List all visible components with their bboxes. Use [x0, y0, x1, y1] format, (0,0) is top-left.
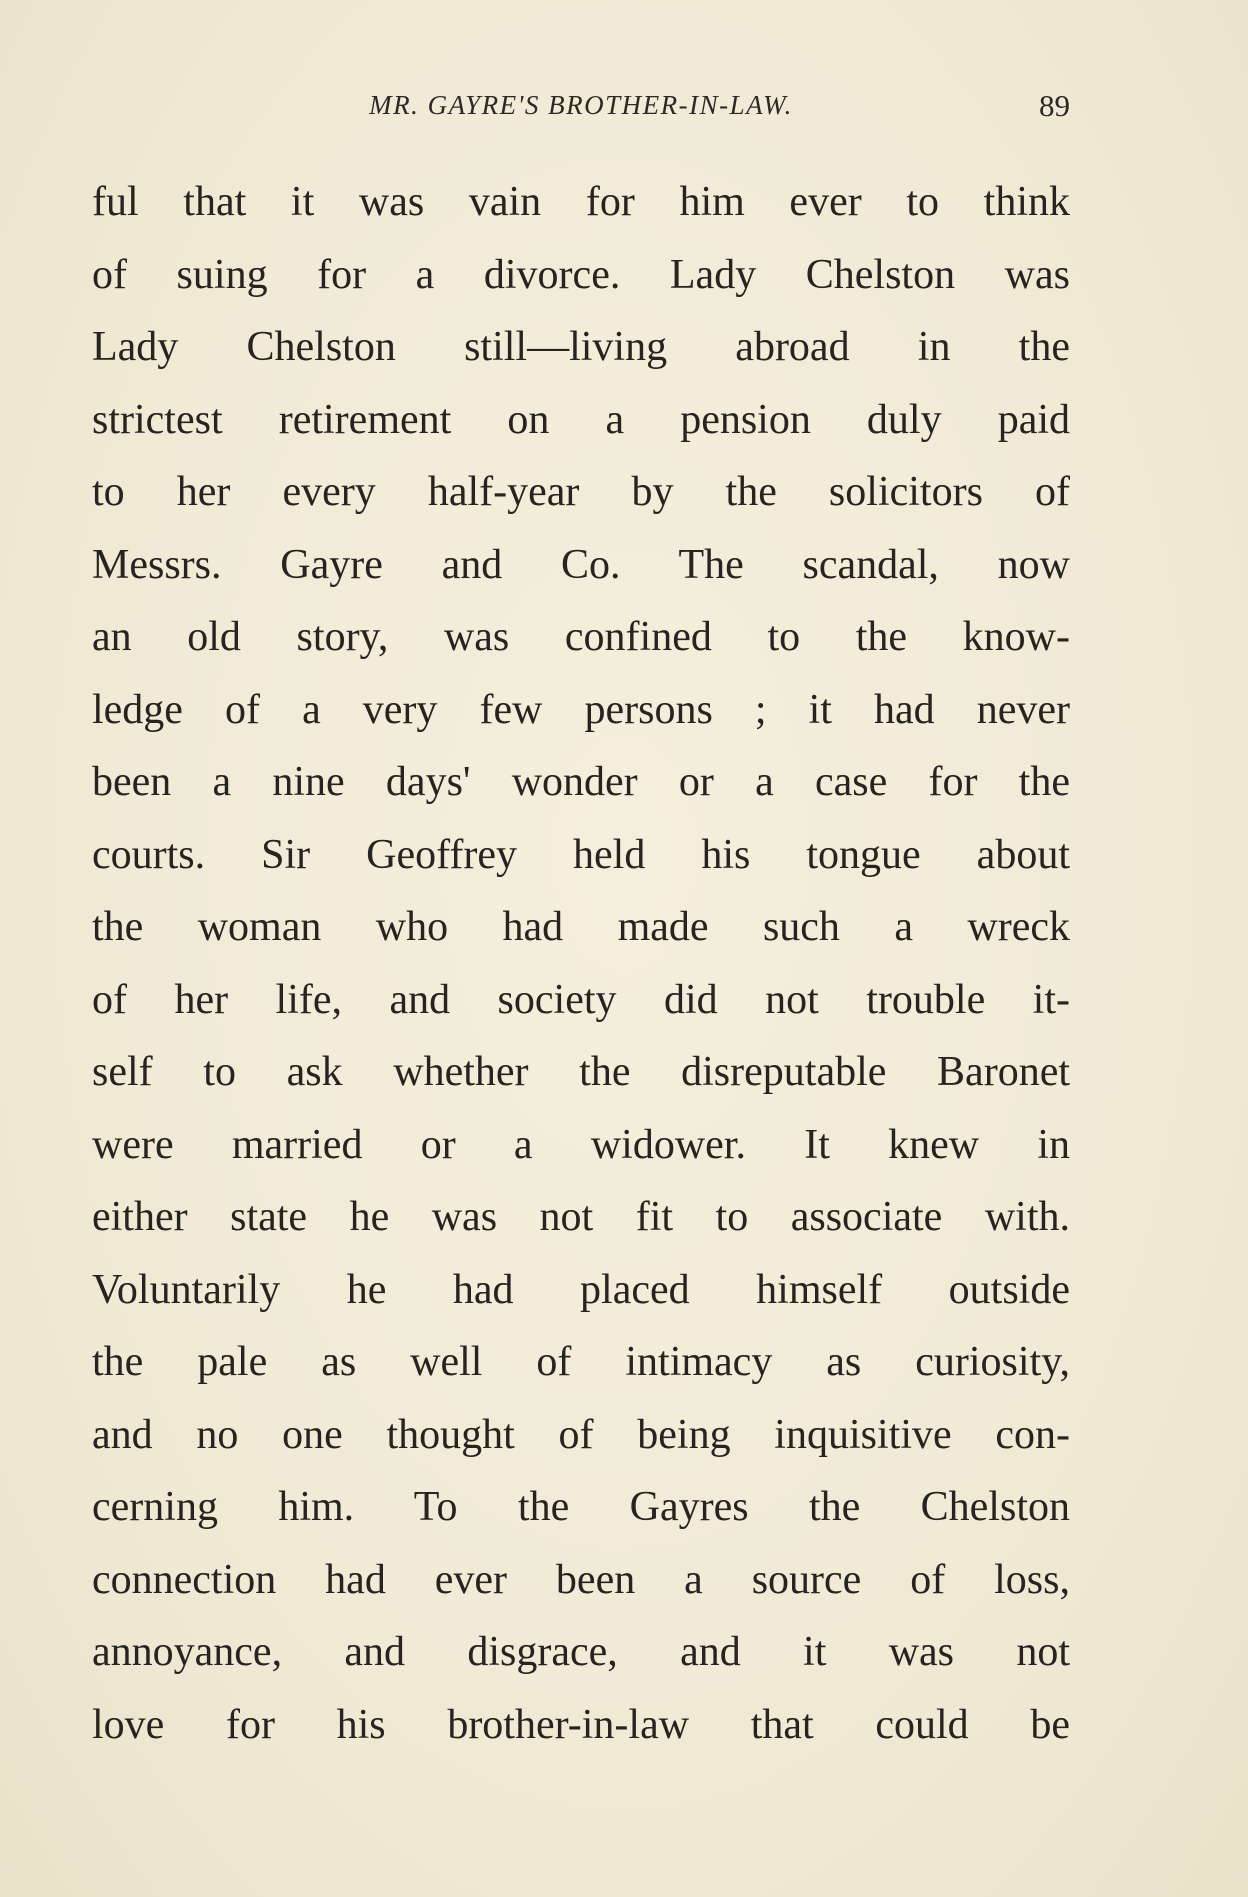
- text-line: connection had ever been a source of loss,: [92, 1556, 1070, 1603]
- text-line: ledge of a very few persons ; it had never: [92, 686, 1070, 733]
- text-line: the woman who had made such a wreck: [92, 904, 1070, 950]
- text-line: the pale as well of intimacy as curiosity,: [92, 1339, 1070, 1385]
- text-line: ful that it was vain for him ever to think: [92, 179, 1070, 225]
- text-line: courts. Sir Geoffrey held his tongue about: [92, 831, 1070, 878]
- text-line: cerning him. To the Gayres the Chelston: [92, 1484, 1070, 1530]
- text-line: love for his brother-in-law that could be: [92, 1701, 1070, 1748]
- text-line: either state he was not fit to associate with.: [92, 1194, 1070, 1240]
- text-line: Messrs. Gayre and Co. The scandal, now: [92, 541, 1070, 588]
- text-line: were married or a widower. It knew in: [92, 1121, 1070, 1168]
- text-line: and no one thought of being inquisitive con-: [92, 1411, 1070, 1458]
- body-text: [92, 166, 1070, 1761]
- page-number: 89: [1039, 88, 1070, 123]
- running-title: MR. GAYRE'S BROTHER-IN-LAW.: [369, 90, 793, 120]
- running-head: [92, 88, 1070, 128]
- text-line: Voluntarily he had placed himself outside: [92, 1266, 1070, 1313]
- text-line: been a nine days' wonder or a case for the: [92, 759, 1070, 805]
- text-line: annoyance, and disgrace, and it was not: [92, 1629, 1070, 1675]
- text-line: self to ask whether the disreputable Baronet: [92, 1049, 1070, 1095]
- text-line: an old story, was confined to the know-: [92, 614, 1070, 660]
- text-line: of her life, and society did not trouble it-: [92, 976, 1070, 1023]
- text-line: to her every half-year by the solicitors of: [92, 469, 1070, 515]
- text-line: of suing for a divorce. Lady Chelston was: [92, 251, 1070, 298]
- text-line: strictest retirement on a pension duly paid: [92, 396, 1070, 443]
- text-line: Lady Chelston still—living abroad in the: [92, 324, 1070, 370]
